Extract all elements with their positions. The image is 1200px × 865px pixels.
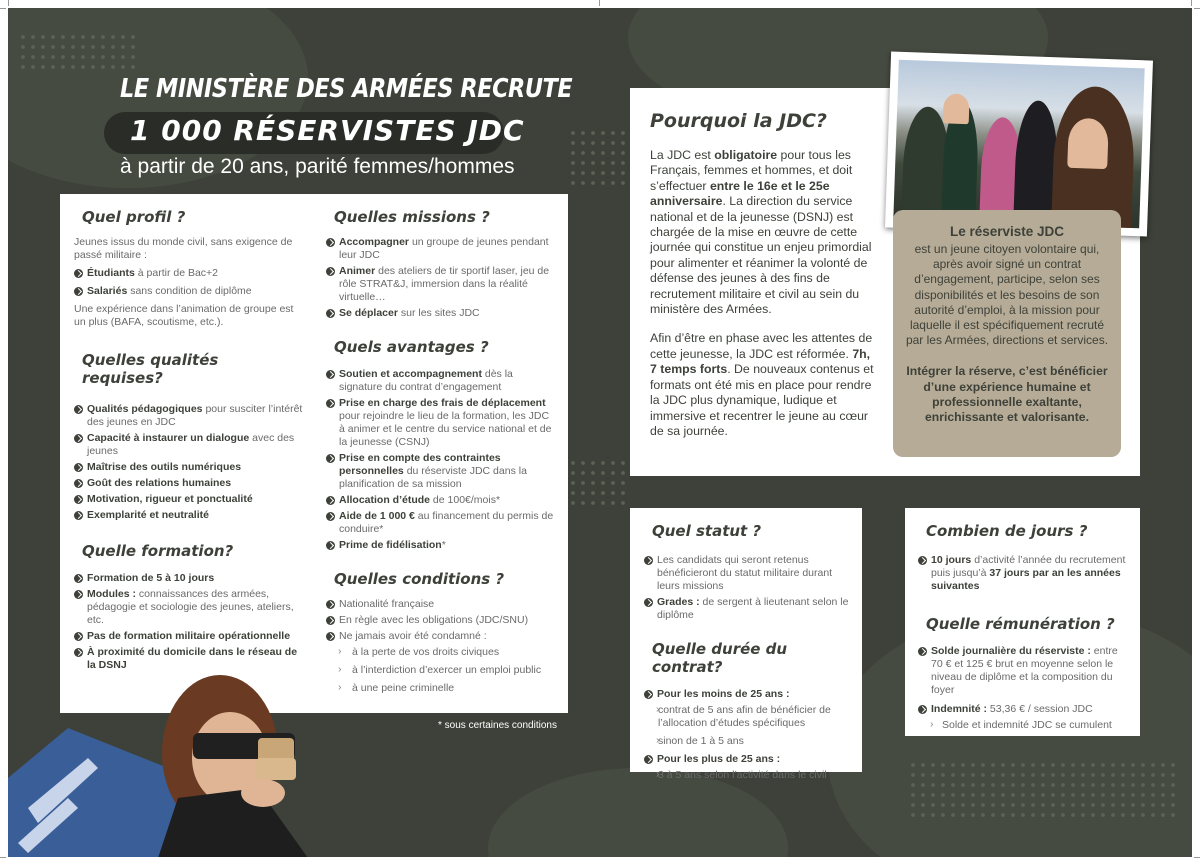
list-item: Solde journalière du réserviste : entre 70 € et 125 € brut en moyenne selon le niveau de diplôme et la composition du foyer xyxy=(918,645,1130,697)
list-item: Salariés sans condition de diplôme xyxy=(74,285,304,298)
statut-title: Quel statut ? xyxy=(652,522,762,540)
remuneration-title: Quelle rémunération ? xyxy=(926,615,1115,633)
list-item: Grades : de sergent à lieutenant selon le diplôme xyxy=(644,596,850,622)
list-item: Qualités pédagogiques pour susciter l’intérêt des jeunes en JDC xyxy=(74,403,304,429)
missions-title: Quelles missions ? xyxy=(334,208,490,226)
dot-pattern xyxy=(568,128,628,188)
list-item: En règle avec les obligations (JDC/SNU) xyxy=(326,614,554,627)
list-item: Étudiants à partir de Bac+2 xyxy=(74,267,304,280)
statut-section xyxy=(644,522,850,787)
duree-title: Quelle durée du contrat? xyxy=(652,640,788,676)
pourquoi-section xyxy=(650,110,876,439)
sub-item: › à l’interdiction d’exercer un emploi public xyxy=(326,664,554,677)
list-item: Nationalité française xyxy=(326,598,554,611)
reserviste-card xyxy=(893,210,1121,457)
list-item: Animer des ateliers de tir sportif laser, jeu de rôle STRAT&J, immersion dans la réalité virtuelle… xyxy=(326,265,554,304)
list-item: 10 jours d’activité l’année du recrutement puis jusqu’à 37 jours par an les années suivantes xyxy=(918,554,1130,593)
list-item: Ne jamais avoir été condamné : xyxy=(326,630,554,643)
pourquoi-paragraph-2: Afin d’être en phase avec les attentes de cette jeunesse, la JDC est réformée. 7h, 7 temps forts. De nouveaux contenus et formats ont été mis en place pour rendre la JDC plus dynamique, ludique et immersive et recentrer le jeune au cœur de sa journée. xyxy=(650,331,874,438)
jours-title: Combien de jours ? xyxy=(926,522,1088,540)
list-item: Maîtrise des outils numériques xyxy=(74,461,304,474)
list-item: Soutien et accompagnement dès la signature du contrat d’engagement xyxy=(326,368,554,394)
profil-outro: Une expérience dans l’animation de groupe est un plus (BAFA, scoutisme, etc.). xyxy=(74,303,294,328)
conditions-title: Quelles conditions ? xyxy=(334,570,505,588)
list-item: Motivation, rigueur et ponctualité xyxy=(74,493,304,506)
reserviste-bold: Intégrer la réserve, c’est bénéficier d’une expérience humaine et professionnelle exaltante, enrichissante et valorisante. xyxy=(906,364,1108,425)
brochure-spread xyxy=(8,8,1192,857)
missions-section xyxy=(326,208,554,700)
sub-item: › à la perte de vos droits civiques xyxy=(326,646,554,659)
dot-pattern xyxy=(568,458,628,508)
profil-section xyxy=(74,208,304,675)
reserviste-body: est un jeune citoyen volontaire qui, après avoir signé un contrat d’engagement, participe, selon ses disponibilités et les besoins de son autorité d’emploi, à la mission pour laquelle il est spécifiquement recruté par les Armées, directions et services. xyxy=(905,242,1109,348)
dot-pattern xyxy=(908,760,1178,820)
pourquoi-title: Pourquoi la JDC? xyxy=(650,110,827,132)
list-item: Capacité à instaurer un dialogue avec des jeunes xyxy=(74,432,304,458)
list-item: Modules : connaissances des armées, pédagogie et sociologie des jeunes, ateliers, etc. xyxy=(74,588,304,627)
profil-intro: Jeunes issus du monde civil, sans exigence de passé militaire : xyxy=(74,236,293,261)
list-item: Goût des relations humaines xyxy=(74,477,304,490)
list-item: Prise en compte des contraintes personnelles du réserviste JDC dans la planification de sa mission xyxy=(326,452,554,491)
avantages-title: Quels avantages ? xyxy=(334,338,489,356)
sub-item: › 3 à 5 ans selon l’activité dans le civil xyxy=(644,769,850,782)
sub-item: › à une peine criminelle xyxy=(326,682,554,695)
list-item: Formation de 5 à 10 jours xyxy=(74,572,304,585)
girl-vr-photo xyxy=(8,658,318,857)
list-item: Exemplarité et neutralité xyxy=(74,509,304,522)
qualites-title: Quelles qualités requises? xyxy=(82,351,219,387)
sub-item: › contrat de 5 ans afin de bénéficier de l’allocation d’études spécifiques xyxy=(644,704,850,730)
headline-reservistes: 1 000 RÉSERVISTES JDC xyxy=(130,114,525,147)
headline-age: à partir de 20 ans, parité femmes/hommes xyxy=(120,155,515,178)
sub-item: › Solde et indemnité JDC se cumulent xyxy=(918,719,1130,732)
footnote: * sous certaines conditions xyxy=(438,720,557,731)
list-item: Se déplacer sur les sites JDC xyxy=(326,307,554,320)
list-item: Pour les plus de 25 ans : xyxy=(644,753,850,766)
list-item: Allocation d’étude de 100€/mois* xyxy=(326,494,554,507)
headline-ministere: LE MINISTÈRE DES ARMÉES RECRUTE xyxy=(120,74,573,104)
list-item: Les candidats qui seront retenus bénéficieront du statut militaire durant leurs missions xyxy=(644,554,850,593)
list-item: Pas de formation militaire opérationnelle xyxy=(74,630,304,643)
list-item: Indemnité : 53,36 € / session JDC xyxy=(918,703,1130,716)
profil-title: Quel profil ? xyxy=(82,208,186,226)
list-item: Prime de fidélisation* xyxy=(326,539,554,552)
jours-section xyxy=(918,522,1130,737)
pourquoi-paragraph-1: La JDC est obligatoire pour tous les Français, femmes et hommes, et doit s’effectuer entre le 16e et le 25e anniversaire. La direction du service national et de la jeunesse (DSNJ) est chargée de la mise en œuvre de cette journée qui constitue un enjeu primordial pour alimenter et réanimer la volonté de défense des jeunes à des fins de recrutement militaire et civil au sein du ministère des Armées. xyxy=(650,148,872,317)
list-item: Pour les moins de 25 ans : xyxy=(644,688,850,701)
list-item: Aide de 1 000 € au financement du permis de conduire* xyxy=(326,510,554,536)
students-photo xyxy=(885,51,1153,236)
dot-pattern xyxy=(18,32,138,72)
sub-item: › sinon de 1 à 5 ans xyxy=(644,735,850,748)
list-item: À proximité du domicile dans le réseau de la DSNJ xyxy=(74,646,304,672)
list-item: Prise en charge des frais de déplacement pour rejoindre le lieu de la formation, les JDC à animer et le centre du service national et de la jeunesse (CSNJ) xyxy=(326,397,554,449)
formation-title: Quelle formation? xyxy=(82,542,234,560)
list-item: Accompagner un groupe de jeunes pendant leur JDC xyxy=(326,236,554,262)
reserviste-title: Le réserviste JDC xyxy=(949,224,1065,239)
